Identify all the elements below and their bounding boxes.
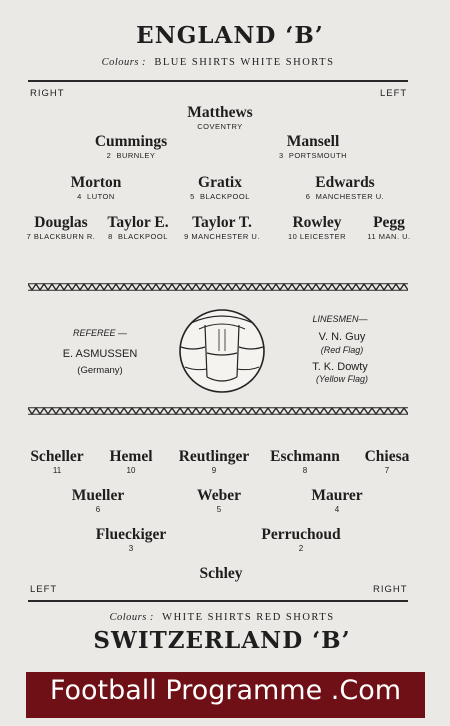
england-colours	[102, 57, 335, 68]
swiss-side-left: LEFT	[30, 584, 58, 595]
player-name: Pegg	[373, 214, 405, 231]
swiss-player-inside-right	[270, 448, 340, 475]
player-name: Reutlinger	[178, 448, 250, 465]
player-club: MAN. U.	[378, 232, 411, 241]
player-club: BURNLEY	[116, 151, 156, 160]
player-number: 5	[190, 192, 195, 201]
referee-name: E. ASMUSSEN	[62, 348, 138, 360]
player-club: BLACKBURN R.	[33, 232, 96, 241]
england-player-inside-left	[288, 214, 346, 241]
player-number: 5	[216, 505, 222, 514]
player-name: Schley	[199, 565, 243, 582]
swiss-player-outside-left	[30, 448, 83, 475]
referee-label: REFEREE —	[72, 328, 128, 338]
player-number: 9	[184, 232, 189, 241]
player-club: MANCHESTER U.	[315, 192, 385, 201]
england-colours-label: Colours :	[101, 57, 147, 68]
swiss-player-goalkeeper	[199, 565, 242, 583]
zigzag-divider-upper	[28, 283, 408, 291]
england-player-centre-forward	[184, 214, 260, 241]
england-side-right: RIGHT	[30, 88, 65, 99]
player-number: 8	[108, 232, 113, 241]
swiss-colours-text: WHITE SHIRTS RED SHORTS	[162, 612, 335, 623]
swiss-colours	[109, 612, 334, 623]
player-number: 11	[52, 466, 62, 475]
player-club: LUTON	[87, 192, 115, 201]
player-name: Weber	[197, 487, 241, 504]
watermark-banner	[26, 672, 425, 718]
player-name: Matthews	[187, 104, 253, 121]
player-name: Scheller	[30, 448, 84, 465]
swiss-colours-label: Colours :	[109, 612, 154, 623]
player-name: Taylor E.	[107, 214, 169, 231]
swiss-side-right: RIGHT	[373, 584, 408, 595]
swiss-player-centre-forward	[179, 448, 250, 475]
england-player-left-back	[279, 133, 347, 160]
linesmen-label: LINESMEN—	[312, 314, 368, 324]
player-name: Rowley	[292, 214, 342, 231]
player-number: 4	[77, 192, 82, 201]
england-player-centre-half	[190, 174, 250, 201]
england-colours-text: BLUE SHIRTS WHITE SHORTS	[154, 57, 335, 68]
player-number: 6	[95, 505, 101, 514]
england-player-outside-left	[367, 214, 410, 241]
watermark-text: Football Programme .Com	[49, 675, 402, 706]
switzerland-title: SWITZERLAND ‘B’	[93, 627, 351, 654]
england-player-right-back	[95, 133, 167, 160]
player-number: 8	[302, 466, 308, 475]
player-number: 3	[128, 544, 134, 553]
player-number: 10	[126, 466, 136, 475]
player-name: Douglas	[34, 214, 88, 231]
player-name: Edwards	[315, 174, 375, 191]
player-number: 7	[384, 466, 390, 475]
player-name: Flueckiger	[95, 526, 167, 543]
swiss-player-centre-half	[197, 487, 241, 514]
linesman-1-name: V. N. Guy	[318, 331, 366, 343]
player-number: 2	[106, 151, 112, 160]
england-side-left: LEFT	[380, 88, 408, 99]
player-number: 7	[26, 232, 32, 241]
player-club: PORTSMOUTH	[288, 151, 348, 160]
player-number: 2	[298, 544, 304, 553]
football-icon	[177, 307, 267, 395]
swiss-player-right-back	[261, 526, 340, 553]
linesman-2-name: T. K. Dowty	[312, 361, 368, 373]
england-player-inside-right	[107, 214, 168, 241]
player-club: BLACKPOOL	[117, 232, 168, 241]
player-number: 11	[367, 232, 377, 241]
player-name: Morton	[70, 174, 122, 191]
player-name: Gratix	[198, 174, 242, 191]
player-name: Perruchoud	[261, 526, 341, 543]
player-name: Chiesa	[364, 448, 410, 465]
player-number: 4	[334, 505, 340, 514]
zigzag-divider-lower	[28, 407, 408, 415]
swiss-player-outside-right	[365, 448, 410, 475]
swiss-player-left-half	[72, 487, 125, 514]
england-player-outside-right	[27, 214, 96, 241]
player-number: 9	[211, 466, 217, 475]
player-number: 6	[305, 192, 311, 201]
swiss-bottom-rule	[28, 600, 408, 602]
player-club: MANCHESTER U.	[191, 232, 260, 241]
player-name: Maurer	[311, 487, 363, 504]
player-name: Hemel	[109, 448, 153, 465]
player-name: Eschmann	[270, 448, 340, 465]
player-name: Mueller	[71, 487, 125, 504]
linesman-1-flag: (Red Flag)	[320, 345, 364, 355]
swiss-player-left-back	[96, 526, 167, 553]
england-top-rule	[28, 80, 408, 82]
player-club: BLACKPOOL	[199, 192, 250, 201]
referee-country: (Germany)	[77, 365, 123, 376]
england-player-goalkeeper	[187, 104, 252, 131]
swiss-player-right-half	[311, 487, 362, 514]
england-title: ENGLAND ‘B’	[136, 22, 324, 49]
player-club: LEICESTER	[299, 232, 347, 241]
player-name: Mansell	[286, 133, 340, 150]
player-number: 3	[278, 151, 284, 160]
linesman-2-flag: (Yellow Flag)	[315, 374, 369, 384]
swiss-player-inside-left	[109, 448, 152, 475]
england-player-left-half	[306, 174, 384, 201]
player-name: Cummings	[94, 133, 168, 150]
player-name: Taylor T.	[192, 214, 252, 231]
player-number: 10	[287, 232, 298, 241]
england-player-right-half	[71, 174, 122, 201]
player-club: COVENTRY	[197, 122, 243, 131]
